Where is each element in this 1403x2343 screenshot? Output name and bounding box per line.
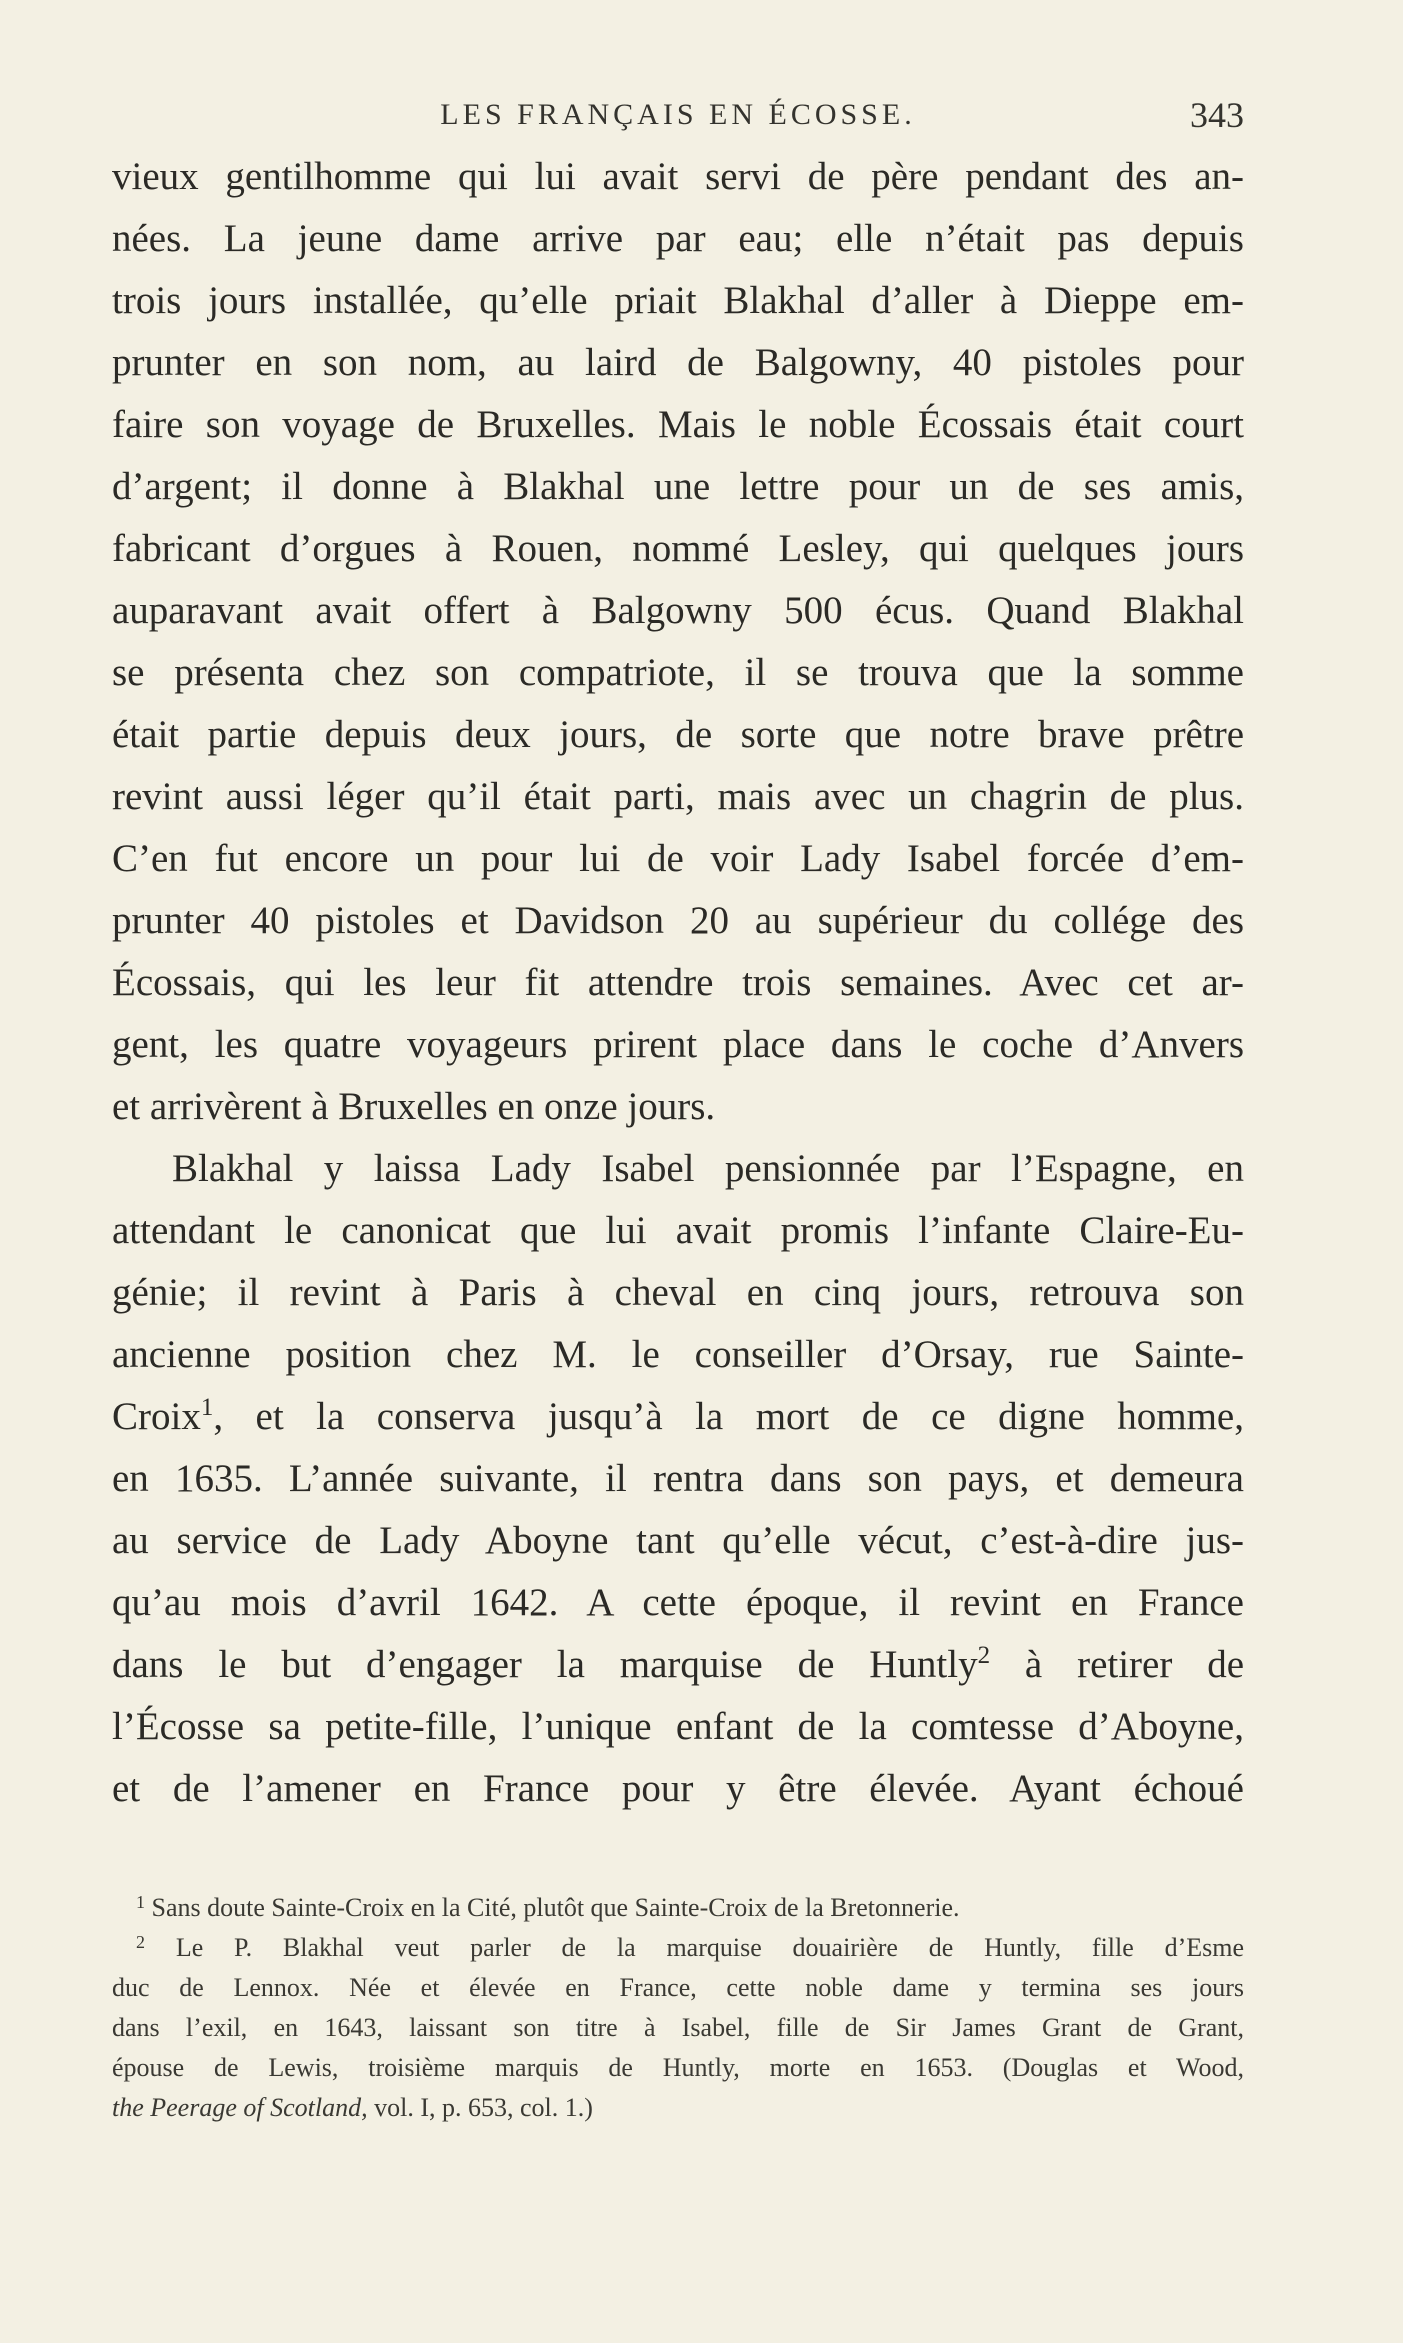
text-line: attendant le canonicat que lui avait promis l’infante Claire-Eu- [112, 1209, 1244, 1252]
text-line: Écossais, qui les leur fit attendre trois semaines. Avec cet ar- [112, 961, 1244, 1004]
page-number: 343 [1190, 95, 1244, 135]
running-head [112, 92, 1244, 138]
footnote-text: vol. I, p. 653, col. 1.) [367, 2093, 593, 2122]
text-line [112, 1386, 1244, 1448]
text-line: prunter 40 pistoles et Davidson 20 au supérieur du collége des [112, 899, 1244, 942]
text-line: l’Écosse sa petite-fille, l’unique enfant de la comtesse d’Aboyne, [112, 1705, 1244, 1748]
text-line: génie; il revint à Paris à cheval en cinq jours, retrouva son [112, 1271, 1244, 1314]
footnote-line [112, 2088, 1244, 2128]
text-fragment: Croix [112, 1395, 201, 1438]
footnote-text: Sans doute Sainte-Croix en la Cité, plutôt que Sainte-Croix de la Bretonnerie. [151, 1893, 960, 1922]
footnote-marker: 1 [136, 1892, 145, 1912]
text-line: Blakhal y laissa Lady Isabel pensionnée par l’Espagne, en [172, 1147, 1244, 1190]
text-line: fabricant d’orgues à Rouen, nommé Lesley, qui quelques jours [112, 527, 1244, 570]
text-line: en 1635. L’année suivante, il rentra dans son pays, et demeura [112, 1457, 1244, 1500]
footnotes [112, 1888, 1244, 2128]
text-line: se présenta chez son compatriote, il se trouva que la somme [112, 651, 1244, 694]
body-text [112, 146, 1244, 1820]
book-title: the Peerage of Scotland, [112, 2093, 368, 2122]
running-title: LES FRANÇAIS EN ÉCOSSE. [440, 98, 916, 131]
footnote-ref[interactable]: 1 [200, 1394, 214, 1421]
text-line: qu’au mois d’avril 1642. A cette époque, il revint en France [112, 1581, 1244, 1624]
text-line: au service de Lady Aboyne tant qu’elle vécut, c’est-à-dire jus- [112, 1519, 1244, 1562]
footnote-text: Le P. Blakhal veut parler de la marquise douairière de Huntly, fille d’Esme [175, 1933, 1244, 1962]
text-line: C’en fut encore un pour lui de voir Lady Isabel forcée d’em- [112, 837, 1244, 880]
footnote-ref[interactable]: 2 [977, 1642, 991, 1669]
footnote-line: épouse de Lewis, troisième marquis de Huntly, morte en 1653. (Douglas et Wood, [112, 2053, 1244, 2082]
text-line: trois jours installée, qu’elle priait Blakhal d’aller à Dieppe em- [112, 279, 1244, 322]
footnote-line: duc de Lennox. Née et élevée en France, cette noble dame y termina ses jours [112, 1973, 1244, 2002]
text-line: et de l’amener en France pour y être élevée. Ayant échoué [112, 1767, 1244, 1810]
text-line: vieux gentilhomme qui lui avait servi de père pendant des an- [112, 155, 1244, 198]
text-line: faire son voyage de Bruxelles. Mais le noble Écossais était court [112, 403, 1244, 446]
text-line: était partie depuis deux jours, de sorte que notre brave prêtre [112, 713, 1244, 756]
text-line: d’argent; il donne à Blakhal une lettre pour un de ses amis, [112, 465, 1244, 508]
footnote-2 [112, 1928, 1244, 1968]
text-line: gent, les quatre voyageurs prirent place dans le coche d’Anvers [112, 1023, 1244, 1066]
footnote-1 [112, 1888, 1244, 1928]
text-line: et arrivèrent à Bruxelles en onze jours. [112, 1085, 716, 1128]
text-fragment: dans le but d’engager la marquise de Huntly [112, 1643, 978, 1686]
footnote-line: dans l’exil, en 1643, laissant son titre à Isabel, fille de Sir James Grant de Grant, [112, 2013, 1244, 2042]
text-line: revint aussi léger qu’il était parti, mais avec un chagrin de plus. [112, 775, 1244, 818]
text-line [112, 1634, 1244, 1696]
text-line: auparavant avait offert à Balgowny 500 écus. Quand Blakhal [112, 589, 1244, 632]
text-line: nées. La jeune dame arrive par eau; elle n’était pas depuis [112, 217, 1244, 260]
text-fragment: , et la conserva jusqu’à la mort de ce digne homme, [213, 1395, 1244, 1438]
text-line: prunter en son nom, au laird de Balgowny, 40 pistoles pour [112, 341, 1244, 384]
text-fragment: à retirer de [990, 1643, 1245, 1686]
text-line: ancienne position chez M. le conseiller d’Orsay, rue Sainte- [112, 1333, 1244, 1376]
footnote-marker: 2 [136, 1932, 145, 1952]
